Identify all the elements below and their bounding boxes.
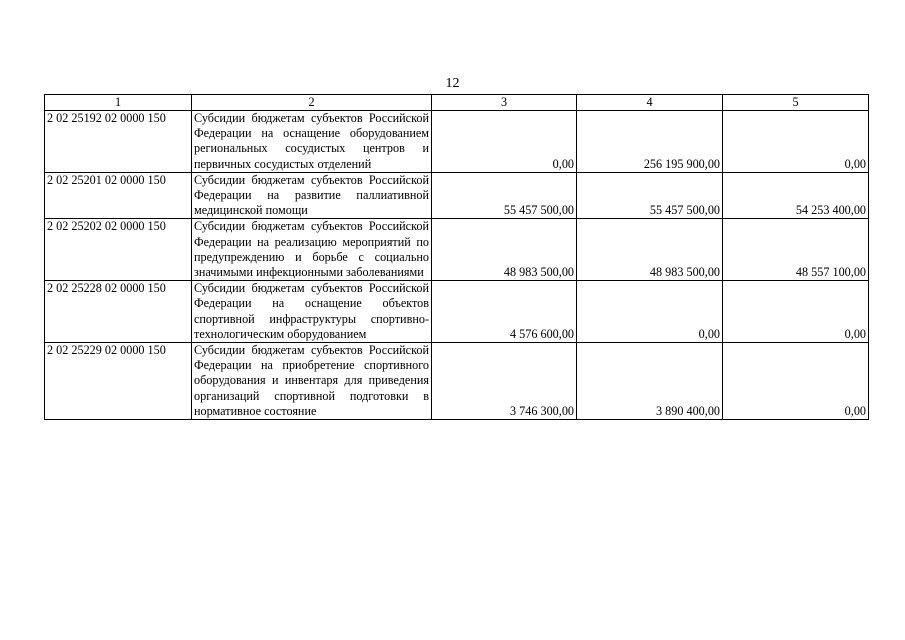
amount-col-4: 3 890 400,00 [577, 343, 723, 420]
amount-col-3: 55 457 500,00 [432, 172, 577, 219]
budget-code: 2 02 25202 02 0000 150 [45, 219, 192, 281]
row-description: Субсидии бюджетам субъектов Российской Федерации на приобретение спортивного оборудования и инвентаря для приведения организаций спортивной подготовки в нормативное состояние [192, 343, 432, 420]
row-description: Субсидии бюджетам субъектов Российской Федерации на оснащение оборудованием региональных сосудистых центров и первичных сосудистых отделений [192, 111, 432, 173]
header-row [45, 95, 869, 111]
row-description: Субсидии бюджетам субъектов Российской Федерации на оснащение объектов спортивной инфраструктуры спортивно-технологическим оборудованием [192, 281, 432, 343]
budget-code: 2 02 25201 02 0000 150 [45, 172, 192, 219]
table-row [45, 111, 869, 173]
amount-col-3: 48 983 500,00 [432, 219, 577, 281]
amount-col-4: 256 195 900,00 [577, 111, 723, 173]
page-number: 12 [445, 76, 460, 91]
budget-code: 2 02 25229 02 0000 150 [45, 343, 192, 420]
header-col-2: 2 [192, 95, 432, 111]
budget-code: 2 02 25192 02 0000 150 [45, 111, 192, 173]
row-description: Субсидии бюджетам субъектов Российской Федерации на реализацию мероприятий по предупреждению и борьбе с социально значимыми инфекционными заболеваниями [192, 219, 432, 281]
table-row [45, 343, 869, 420]
table-body [45, 111, 869, 420]
table-row [45, 172, 869, 219]
amount-col-5: 54 253 400,00 [723, 172, 869, 219]
header-col-5: 5 [723, 95, 869, 111]
budget-table [44, 94, 869, 420]
row-description: Субсидии бюджетам субъектов Российской Федерации на развитие паллиативной медицинской помощи [192, 172, 432, 219]
amount-col-5: 0,00 [723, 343, 869, 420]
amount-col-3: 0,00 [432, 111, 577, 173]
header-col-3: 3 [432, 95, 577, 111]
amount-col-5: 48 557 100,00 [723, 219, 869, 281]
amount-col-4: 0,00 [577, 281, 723, 343]
table-row [45, 219, 869, 281]
amount-col-4: 55 457 500,00 [577, 172, 723, 219]
header-col-4: 4 [577, 95, 723, 111]
header-col-1: 1 [45, 95, 192, 111]
table-header [45, 95, 869, 111]
amount-col-3: 3 746 300,00 [432, 343, 577, 420]
amount-col-5: 0,00 [723, 111, 869, 173]
budget-code: 2 02 25228 02 0000 150 [45, 281, 192, 343]
table-row [45, 281, 869, 343]
amount-col-3: 4 576 600,00 [432, 281, 577, 343]
amount-col-5: 0,00 [723, 281, 869, 343]
amount-col-4: 48 983 500,00 [577, 219, 723, 281]
